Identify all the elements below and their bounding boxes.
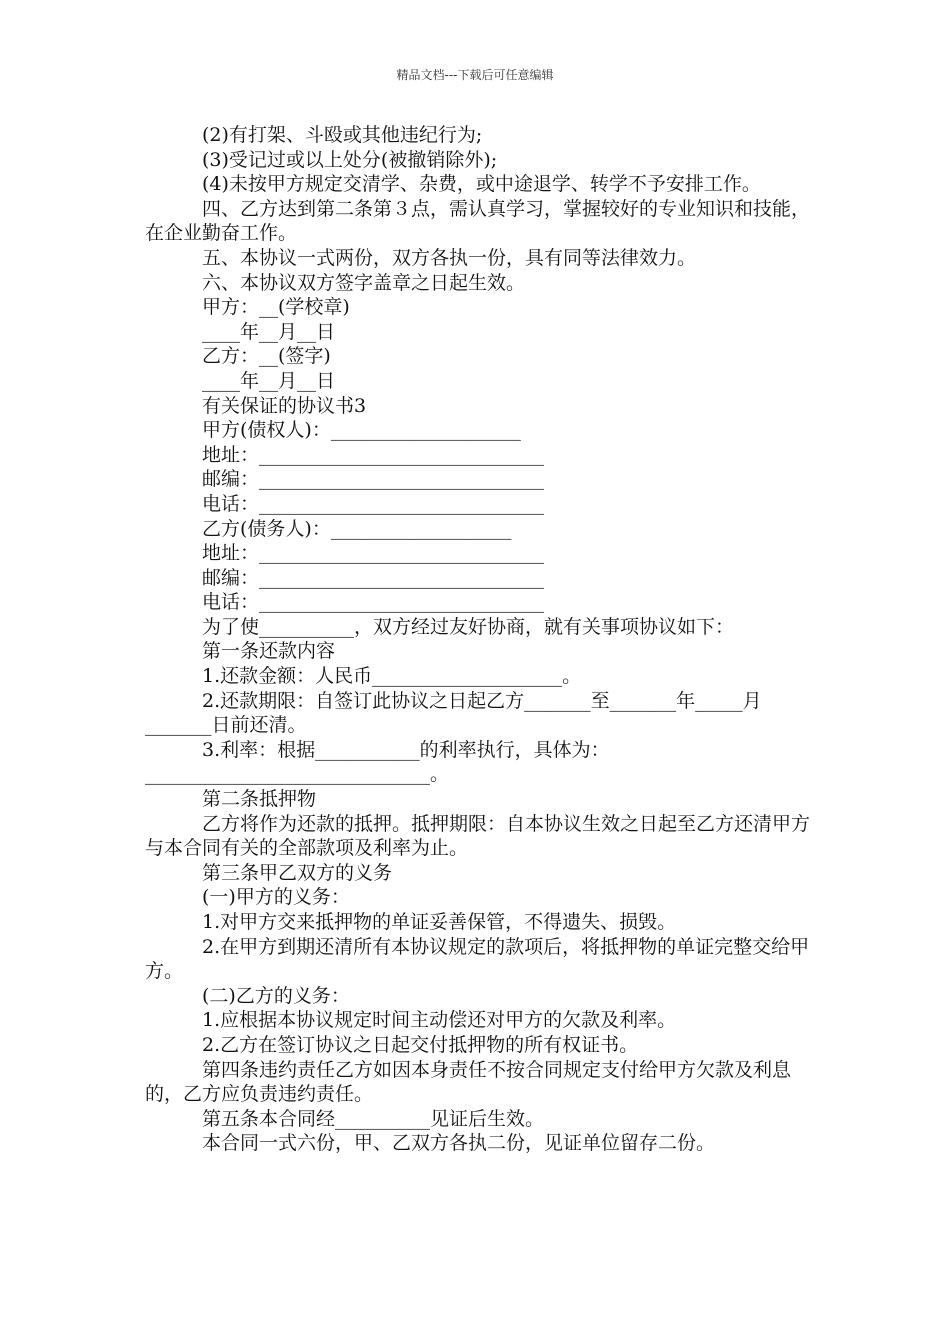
paragraph-line: 甲方(债权人)：____________________ <box>202 419 521 442</box>
paragraph-line: 3.利率：根据___________的利率执行，具体为：______________________________。 <box>145 738 610 786</box>
paragraph-line: 1.对甲方交来抵押物的单证妥善保管，不得遗失、损毁。 <box>202 911 677 933</box>
paragraph-line: 第四条违约责任乙方如因本身责任不按合同规定支付给甲方欠款及利息的，乙方应负责违约责任。 <box>145 1058 792 1106</box>
paragraph-line: 乙方将作为还款的抵押。抵押期限：自本协议生效之日起至乙方还清甲方与本合同有关的全部款项及利率为止。 <box>145 812 811 860</box>
paragraph-line: (2)有打架、斗殴或其他违纪行为; <box>202 124 483 146</box>
paragraph-line: 本合同一式六份，甲、乙双方各执二份，见证单位留存二份。 <box>202 1132 716 1155</box>
paragraph-line: 2.在甲方到期还清所有本协议规定的款项后，将抵押物的单证完整交给甲方。 <box>145 935 810 983</box>
paragraph-line: 电话：______________________________ <box>202 492 545 515</box>
paragraph-line: 邮编：______________________________ <box>202 468 545 491</box>
paragraph-line: 乙方：__(签字) <box>202 345 331 368</box>
paragraph-line: 1.应根据本协议规定时间主动偿还对甲方的欠款及利率。 <box>202 1009 677 1032</box>
paragraph-line: 六、本协议双方签字盖章之日起生效。 <box>202 271 526 294</box>
paragraph-line: (4)未按甲方规定交清学、杂费，或中途退学、转学不予安排工作。 <box>202 173 761 196</box>
paragraph-line: 1.还款金额：人民币____________________。 <box>202 665 582 688</box>
paragraph-line: 第五条本合同经__________见证后生效。 <box>202 1107 545 1130</box>
paragraph-line: 第一条还款内容 <box>202 640 336 663</box>
paragraph-line: 第三条甲乙双方的义务 <box>202 861 393 884</box>
paragraph-line: 2.乙方在签订协议之日起交付抵押物的所有权证书。 <box>202 1033 639 1056</box>
paragraph-line: 2.还款期限：自签订此协议之日起乙方_______至_______年_____月_______日前还清。 <box>145 689 762 737</box>
paragraph-line: ____年__月__日 <box>202 320 336 343</box>
paragraph-line: 为了使__________，双方经过友好协商，就有关事项协议如下： <box>202 615 735 638</box>
paragraph-line: 第二条抵押物 <box>202 788 317 811</box>
paragraph-line: (二)乙方的义务： <box>202 984 350 1007</box>
paragraph-line: 地址：______________________________ <box>202 443 545 466</box>
paragraph-line: 乙方(债务人)：___________________ <box>202 517 512 540</box>
paragraph-line: (3)受记过或以上处分(被撤销除外); <box>202 148 498 171</box>
paragraph-line: 五、本协议一式两份，双方各执一份，具有同等法律效力。 <box>202 246 697 269</box>
paragraph-line: 甲方：__(学校章) <box>202 296 350 319</box>
paragraph-line: 电话：______________________________ <box>202 591 545 614</box>
page-header: 精品文档---下载后可任意编辑 <box>396 68 554 82</box>
paragraph-line: ____年__月__日 <box>202 369 336 392</box>
paragraph-line: 四、乙方达到第二条第３点，需认真学习，掌握较好的专业知识和技能，在企业勤奋工作。 <box>145 197 811 245</box>
paragraph-line: 地址：______________________________ <box>202 542 545 565</box>
document-body <box>145 123 810 1156</box>
paragraph-line: (一)甲方的义务： <box>202 886 350 909</box>
paragraph-line: 有关保证的协议书3 <box>202 394 367 417</box>
paragraph-line: 邮编：______________________________ <box>202 566 545 589</box>
